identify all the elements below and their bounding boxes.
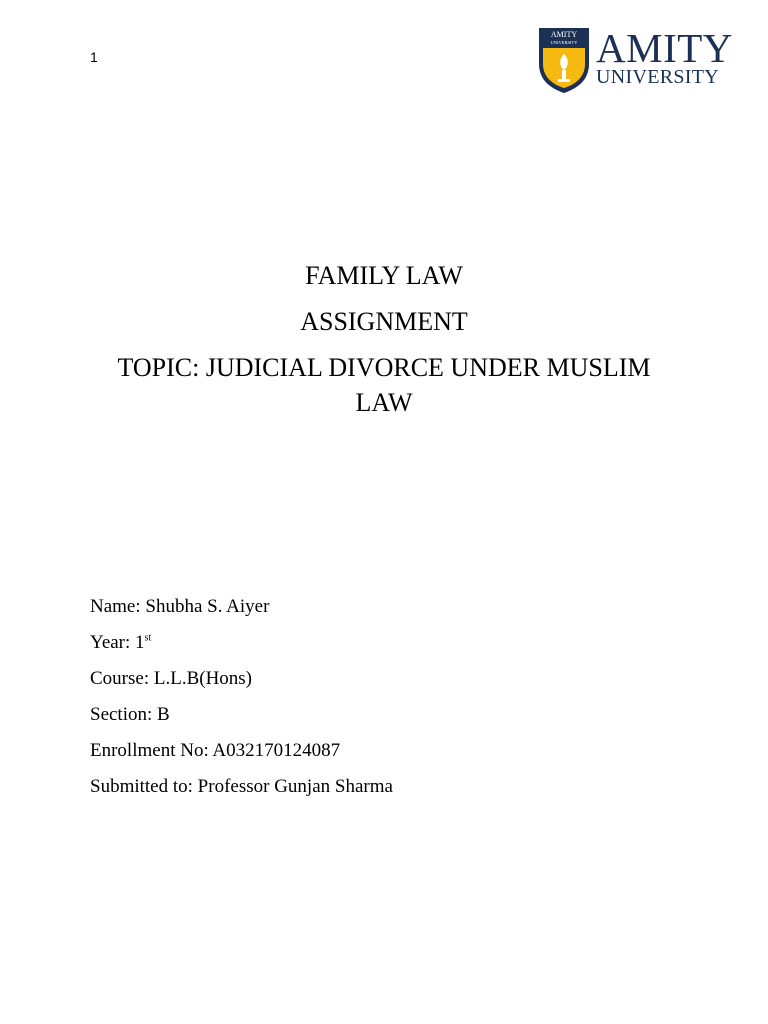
student-course: Course: L.L.B(Hons) [90, 668, 253, 689]
page-number: 1 [90, 49, 98, 65]
year-prefix: Year: 1 [90, 632, 145, 653]
submitted-to: Submitted to: Professor Gunjan Sharma [90, 776, 393, 797]
student-name: Name: Shubha S. Aiyer [90, 596, 270, 617]
student-year [90, 630, 393, 666]
year-suffix: st [144, 632, 152, 644]
student-section: Section: B [90, 704, 170, 725]
crest-subtext: UNIVERSITY [550, 40, 578, 45]
assignment-title: ASSIGNMENT [300, 307, 468, 336]
crest-text: AMITY [550, 30, 578, 39]
logo-wordmark [596, 26, 733, 87]
student-enrollment: Enrollment No: A032170124087 [90, 740, 341, 761]
topic-title: TOPIC: JUDICIAL DIVORCE UNDER MUSLIM LAW [117, 353, 651, 417]
subject-title: FAMILY LAW [305, 261, 463, 290]
amity-university-logo [536, 26, 732, 96]
student-details [90, 594, 393, 810]
logo-wordmark-top: AMITY [596, 25, 733, 71]
title-block [90, 258, 678, 431]
logo-wordmark-bottom: UNIVERSITY [596, 66, 719, 88]
university-crest-icon [536, 26, 592, 94]
